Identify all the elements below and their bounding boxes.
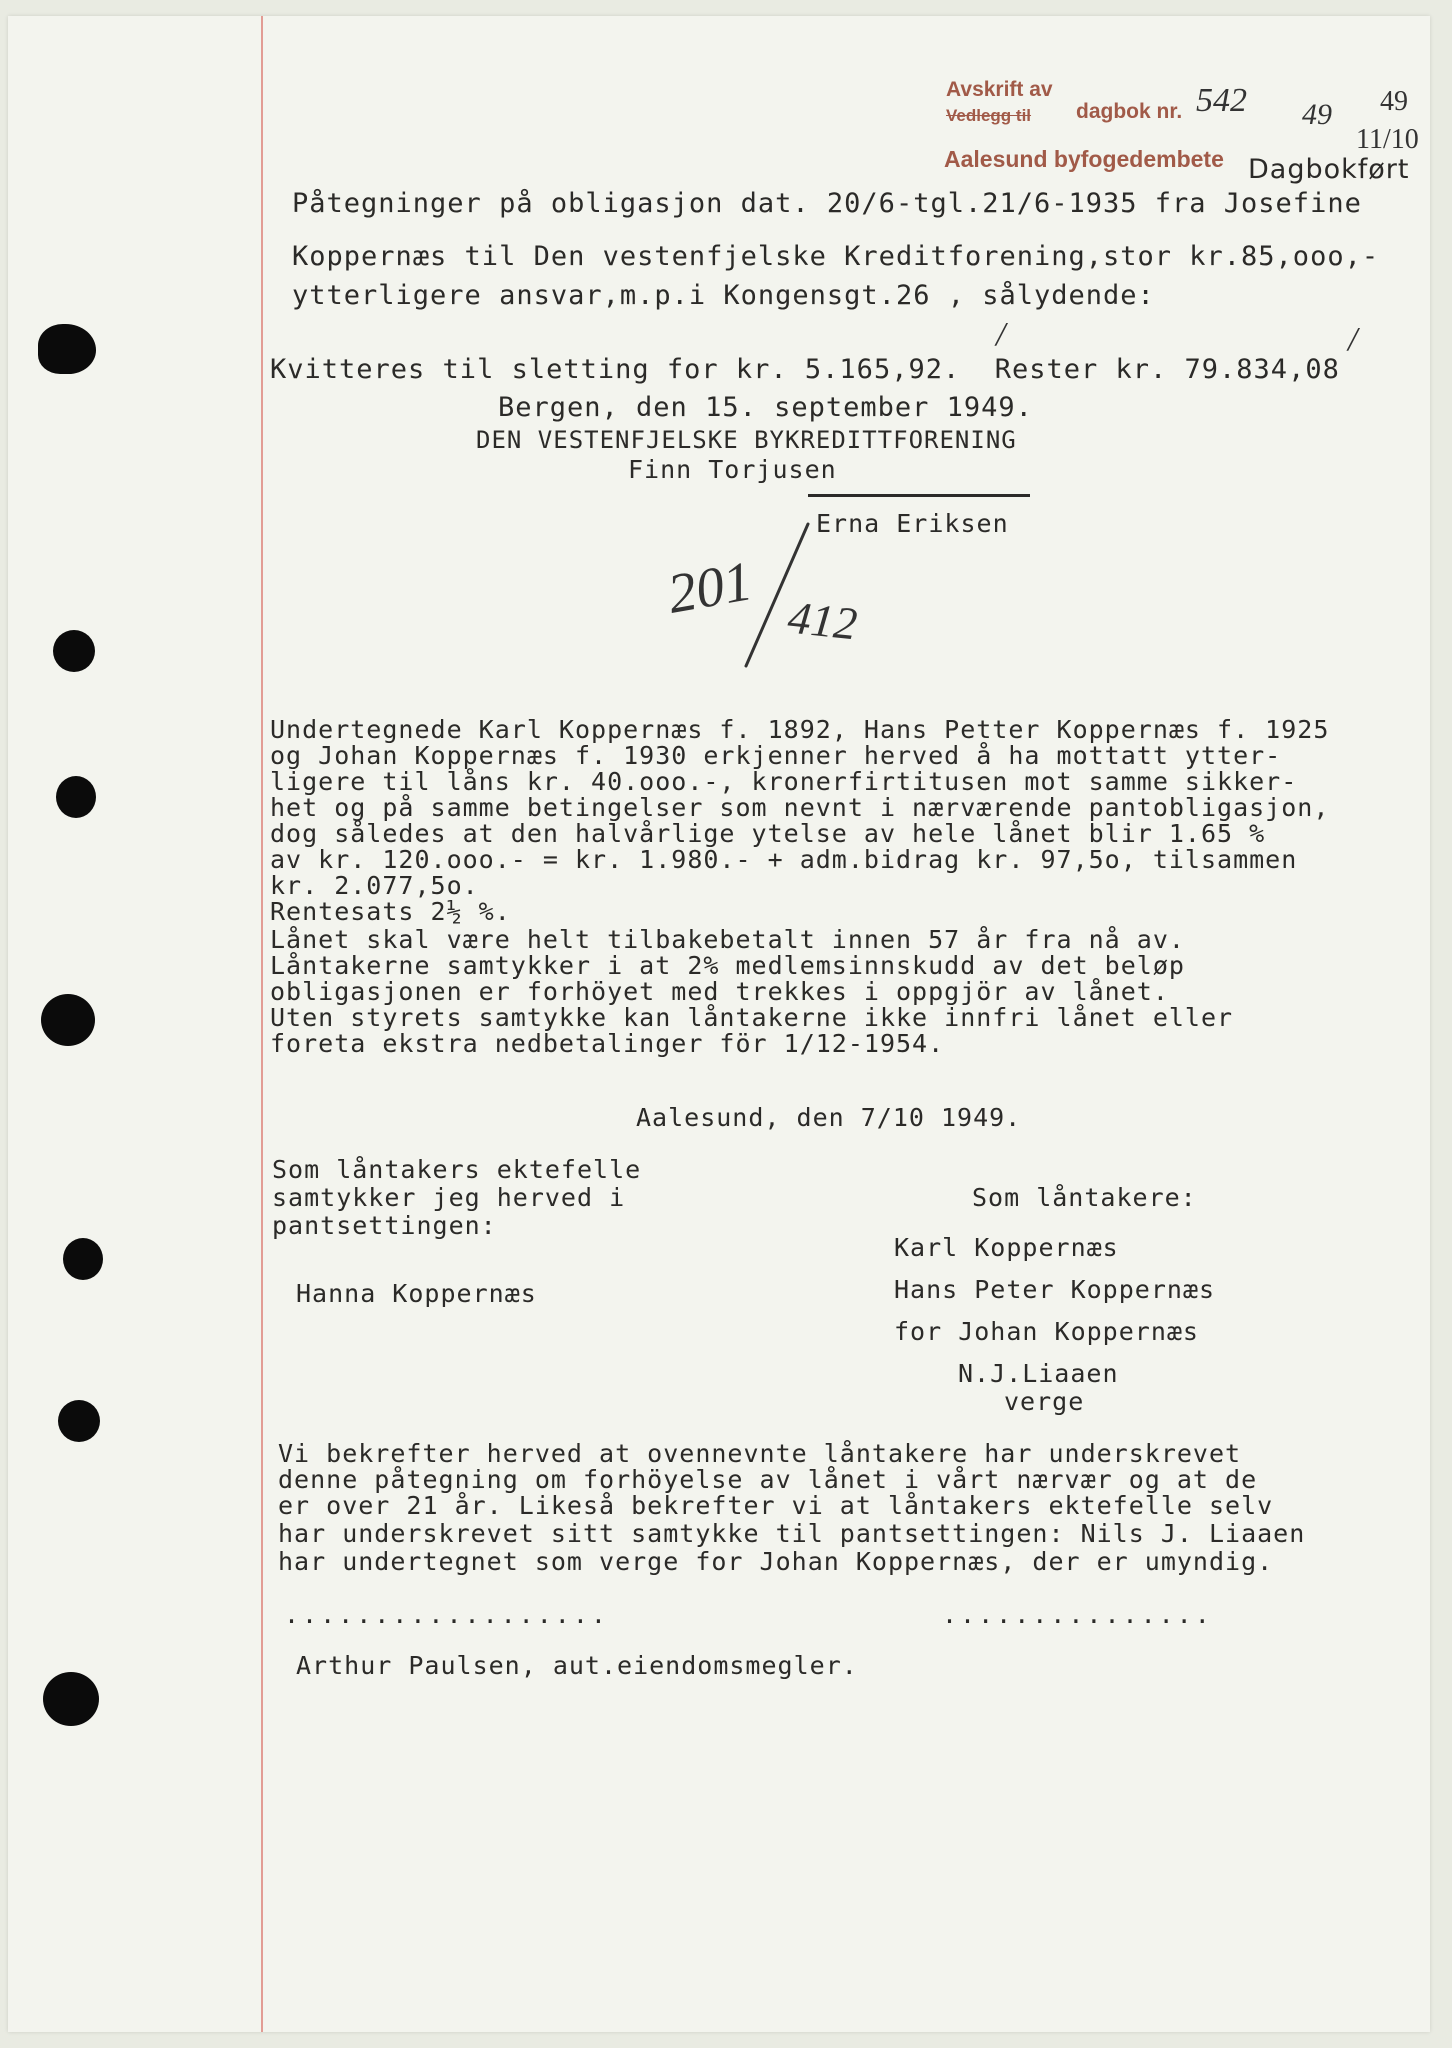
ref-412: 412 — [785, 591, 860, 650]
header-line: Koppernæs til Den vestenfjelske Kreditforening,stor kr.85,ooo,- — [292, 241, 1380, 272]
red-margin-line — [261, 16, 263, 2032]
punch-hole — [43, 1672, 99, 1726]
body-line: og Johan Koppernæs f. 1930 erkjenner herved å ha mottatt ytter- — [270, 741, 1282, 770]
tick-mark: / — [996, 316, 1006, 353]
ref-201: 201 — [663, 550, 757, 626]
dagbok-year: 49 — [1302, 98, 1332, 131]
borrower-name: for Johan Koppernæs — [894, 1317, 1199, 1346]
corner-number: 49 — [1380, 86, 1408, 117]
bergen-date: Bergen, den 15. september 1949. — [498, 392, 1033, 423]
witness-line-left: .................. — [284, 1600, 609, 1629]
body-line: dog således at den halvårlige ytelse av hele lånet blir 1.65 % — [270, 819, 1266, 848]
spouse-heading: pantsettingen: — [272, 1211, 497, 1240]
punch-hole — [53, 630, 95, 672]
spouse-name: Hanna Koppernæs — [296, 1279, 537, 1308]
header-line: Påtegninger på obligasjon dat. 20/6-tgl.21/6-1935 fra Josefine — [292, 188, 1362, 219]
spouse-heading: Som låntakers ektefelle — [272, 1155, 642, 1184]
stamp-vedlegg: Vedlegg til — [946, 106, 1032, 125]
body-line: het og på samme betingelser som nevnt i nærværende pantobligasjon, — [270, 793, 1330, 822]
confirmation-line: Vi bekrefter herved at ovennevnte låntakere har underskrevet — [278, 1439, 1242, 1468]
punch-hole — [63, 1238, 103, 1280]
tick-mark: / — [1348, 321, 1358, 358]
signature-underline — [808, 494, 1030, 497]
confirmation-line: er over 21 år. Likeså bekrefter vi at låntakers ektefelle selv — [278, 1491, 1274, 1520]
body-line: av kr. 120.ooo.- = kr. 1.980.- + adm.bidrag kr. 97,5o, tilsammen — [270, 845, 1298, 874]
confirmation-line: har underskrevet sitt samtykke til pantsettingen: Nils J. Liaaen — [278, 1519, 1306, 1548]
corner-date: 11/10 — [1356, 124, 1419, 155]
signer-finn: Finn Torjusen — [628, 455, 837, 484]
stamp-office: Aalesund byfogedembete — [944, 146, 1224, 172]
spouse-heading: samtykker jeg herved i — [272, 1183, 626, 1212]
signer-erna: Erna Eriksen — [816, 509, 1009, 538]
body-line: Uten styrets samtykke kan låntakerne ikke innfri lånet eller — [270, 1003, 1234, 1032]
body-line: Undertegnede Karl Koppernæs f. 1892, Hans Petter Koppernæs f. 1925 — [270, 715, 1330, 744]
borrowers-heading: Som låntakere: — [972, 1183, 1197, 1212]
body-line: kr. 2.077,5o. — [270, 871, 479, 900]
confirmation-line: har undertegnet som verge for Johan Koppernæs, der er umyndig. — [278, 1547, 1274, 1576]
borrower-name: Karl Koppernæs — [894, 1233, 1119, 1262]
quittance-line: Kvitteres til sletting for kr. 5.165,92. Rester kr. 79.834,08 — [270, 354, 1340, 385]
punch-hole — [38, 324, 96, 374]
body-line: obligasjonen er forhöyet med trekkes i oppgjör av lånet. — [270, 977, 1169, 1006]
body-line: Lånet skal være helt tilbakebetalt innen 57 år fra nå av. — [270, 925, 1185, 954]
confirmation-line: denne påtegning om forhöyelse av lånet i vårt nærvær og at de — [278, 1465, 1258, 1494]
guardian-title: verge — [1004, 1387, 1085, 1416]
broker-name: Arthur Paulsen, aut.eiendomsmegler. — [296, 1651, 858, 1680]
stamp-avskrift: Avskrift av — [946, 78, 1053, 101]
punch-hole — [58, 1400, 100, 1442]
document-page — [8, 16, 1430, 2032]
body-line: Låntakerne samtykker i at 2% medlemsinnskudd av det beløp — [270, 951, 1185, 980]
bank-name: DEN VESTENFJELSKE BYKREDITTFORENING — [476, 426, 1017, 454]
punch-hole — [41, 994, 95, 1046]
dagbokfort-stamp: Dagbokført — [1248, 154, 1410, 185]
aalesund-date: Aalesund, den 7/10 1949. — [636, 1103, 1022, 1132]
guardian-name: N.J.Liaaen — [958, 1359, 1119, 1388]
borrower-name: Hans Peter Koppernæs — [894, 1275, 1216, 1304]
dagbok-number: 542 — [1196, 82, 1247, 119]
body-line: foreta ekstra nedbetalinger för 1/12-1954. — [270, 1029, 945, 1058]
header-line: ytterligere ansvar,m.p.i Kongensgt.26 , sålydende: — [292, 280, 1155, 311]
body-line: Rentesats 2½ %. — [270, 897, 511, 926]
stamp-dagbok-nr: dagbok nr. — [1076, 100, 1183, 123]
punch-hole — [56, 776, 96, 818]
body-line: ligere til låns kr. 40.ooo.-, kronerfirtitusen mot samme sikker- — [270, 767, 1298, 796]
witness-line-right: ............... — [942, 1600, 1213, 1629]
